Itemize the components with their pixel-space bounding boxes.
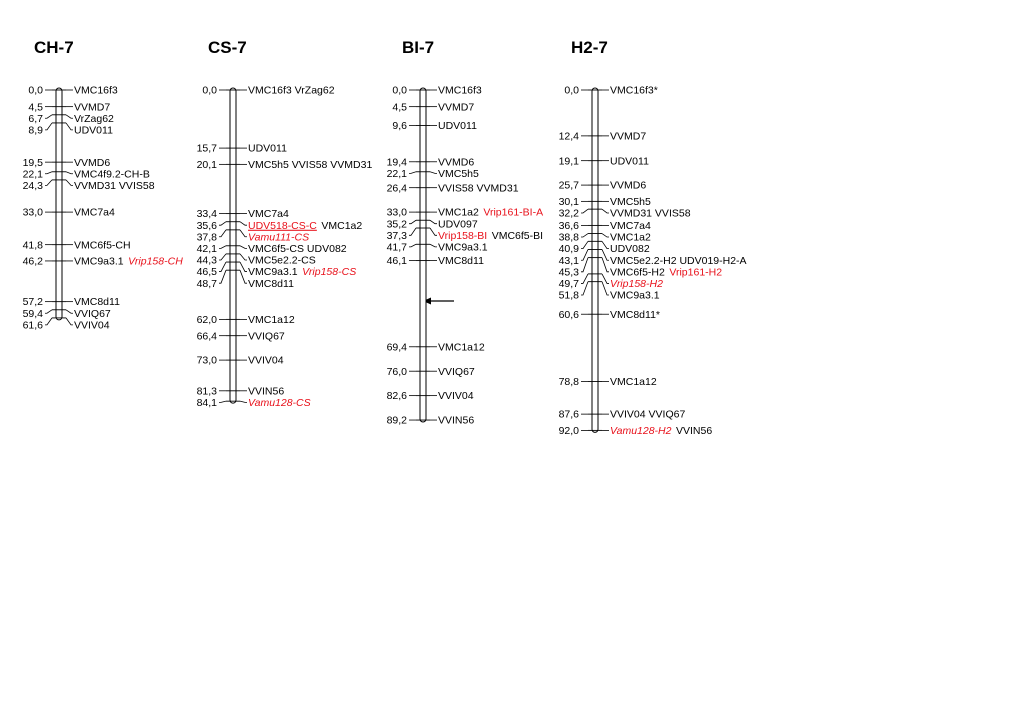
marker-label [610, 266, 722, 278]
marker-name: VMC1a12 [610, 376, 657, 389]
position-connector [219, 270, 226, 283]
marker-position: 9,6 [392, 120, 407, 133]
marker-position: 66,4 [196, 330, 217, 343]
marker-label [74, 85, 118, 97]
marker-name: VVMD31 VVIS58 [610, 207, 691, 220]
marker-label [610, 278, 663, 290]
marker-position: 48,7 [196, 277, 217, 290]
marker-name: VMC16f3 VrZag62 [248, 84, 335, 97]
marker-name: VVMD7 [610, 130, 647, 143]
marker-name: VMC8d11* [610, 308, 660, 321]
marker-position: 35,6 [196, 219, 217, 232]
marker-name: VVIS58 VVMD31 [438, 182, 519, 195]
marker-name: VVIN56 [438, 414, 475, 427]
position-connector [45, 123, 52, 130]
marker-label [438, 156, 474, 168]
marker-position: 12,4 [558, 130, 579, 143]
marker-label [438, 366, 475, 378]
marker-position: 19,5 [22, 156, 43, 169]
marker-position: 40,9 [558, 243, 579, 256]
marker-position: 15,7 [196, 142, 217, 155]
marker-label [610, 255, 747, 267]
marker-name: VMC9a3.1 [438, 241, 488, 254]
marker-position: 51,8 [558, 289, 579, 302]
map-title-cs7: CS-7 [208, 38, 247, 57]
marker-position: 46,5 [196, 266, 217, 279]
marker-name: VMC6f5-BI [491, 229, 544, 242]
marker-name: VMC7a4 [248, 208, 289, 221]
position-connector [409, 228, 416, 235]
marker-position: 33,0 [386, 206, 407, 219]
chromosome-bar [592, 88, 598, 432]
marker-label [610, 409, 685, 421]
marker-label [74, 296, 120, 308]
marker-position: 57,2 [22, 296, 43, 309]
marker-connector [66, 180, 73, 185]
marker-position: 38,8 [558, 231, 579, 244]
position-connector [219, 401, 226, 402]
linkage-group-ch7 [23, 38, 184, 331]
position-connector [45, 172, 52, 174]
position-connector [409, 172, 416, 174]
map-title-ch7: CH-7 [34, 38, 74, 57]
marker-position: 76,0 [386, 365, 407, 378]
marker-name: VMC5e2.2-CS [248, 254, 316, 267]
marker-position: 43,1 [558, 254, 579, 267]
marker-label [438, 182, 519, 194]
marker-connector [66, 115, 73, 118]
marker-label [438, 168, 479, 180]
position-connector [581, 241, 588, 248]
marker-label [438, 255, 484, 267]
map-title-h27: H2-7 [571, 38, 608, 57]
marker-name-highlight: Vrip161-BI-A [483, 206, 544, 219]
marker-position: 33,0 [22, 206, 43, 219]
marker-label [610, 425, 712, 437]
marker-name: VMC7a4 [74, 206, 115, 219]
marker-label [248, 255, 316, 267]
marker-label [248, 314, 295, 326]
marker-position: 78,8 [558, 376, 579, 389]
marker-position: 61,6 [22, 319, 43, 332]
marker-name: VMC5h5 [610, 195, 651, 208]
marker-position: 19,1 [558, 155, 579, 168]
marker-label [74, 319, 110, 331]
marker-label [248, 278, 294, 290]
marker-label [74, 113, 114, 125]
marker-name: VVIN56 [248, 385, 285, 398]
position-connector [581, 249, 588, 260]
marker-name: VMC9a3.1 [74, 255, 124, 268]
marker-name: VVMD6 [610, 179, 647, 192]
marker-position: 36,6 [558, 220, 579, 233]
marker-name: VMC16f3* [610, 84, 658, 97]
marker-position: 44,3 [196, 254, 217, 267]
marker-name: VVIQ67 [248, 330, 285, 343]
marker-label [610, 232, 651, 244]
marker-label [248, 385, 284, 397]
marker-name: VVIV04 [438, 390, 474, 403]
marker-name: VMC9a3.1 [610, 289, 660, 302]
marker-position: 20,1 [196, 158, 217, 171]
marker-name: VVMD31 VVIS58 [74, 179, 155, 192]
marker-position: 49,7 [558, 278, 579, 291]
marker-name-highlight: Vrip158-H2 [610, 278, 663, 291]
position-connector [219, 230, 226, 237]
marker-position: 0,0 [28, 84, 43, 97]
marker-name: VMC6f5-H2 [610, 266, 665, 279]
position-connector [581, 234, 588, 237]
marker-position: 22,1 [22, 168, 43, 181]
marker-connector [240, 222, 247, 225]
marker-label [74, 256, 183, 268]
marker-label [438, 415, 474, 427]
marker-position: 33,4 [196, 208, 217, 221]
marker-label [248, 243, 347, 255]
marker-connector [66, 318, 73, 325]
marker-name: UDV082 [610, 243, 650, 256]
marker-position: 82,6 [386, 390, 407, 403]
marker-position: 60,6 [558, 308, 579, 321]
marker-connector [240, 230, 247, 237]
marker-name: VMC1a12 [248, 314, 295, 326]
marker-name: VrZag62 [74, 112, 114, 125]
marker-label [74, 168, 150, 180]
marker-label [610, 290, 660, 302]
marker-label [248, 85, 335, 97]
marker-position: 37,8 [196, 231, 217, 244]
marker-label [248, 159, 372, 171]
marker-label [74, 207, 115, 219]
marker-position: 41,8 [22, 239, 43, 252]
marker-label [610, 376, 657, 388]
position-connector [219, 254, 226, 260]
marker-label [610, 208, 691, 220]
marker-connector [602, 241, 609, 248]
marker-name: VMC7a4 [610, 220, 651, 233]
marker-label [610, 309, 660, 321]
marker-connector [66, 123, 73, 130]
marker-label [438, 390, 474, 402]
marker-position: 4,5 [28, 101, 43, 114]
position-connector [409, 244, 416, 247]
marker-name: VMC6f5-CH [74, 239, 131, 252]
marker-label [74, 124, 113, 136]
marker-name: VMC1a2 [610, 231, 651, 244]
marker-position: 6,7 [28, 112, 43, 125]
marker-connector [602, 249, 609, 260]
marker-position: 41,7 [386, 241, 407, 254]
marker-position: 62,0 [196, 314, 217, 326]
marker-position: 8,9 [28, 124, 43, 137]
marker-label [610, 243, 650, 255]
marker-name-highlight: Vamu111-CS [248, 231, 310, 244]
position-connector [581, 258, 588, 272]
marker-label [438, 230, 543, 242]
marker-connector [430, 220, 437, 223]
marker-position: 46,1 [386, 255, 407, 268]
marker-label [610, 220, 651, 232]
marker-connector [240, 254, 247, 260]
marker-connector [240, 270, 247, 283]
marker-position: 25,7 [558, 179, 579, 192]
marker-name-highlight: Vrip158-CS [302, 266, 357, 279]
marker-name: VMC16f3 [74, 84, 118, 97]
marker-label [438, 341, 485, 353]
marker-label [248, 330, 285, 342]
marker-label [248, 220, 362, 232]
marker-position: 26,4 [386, 182, 407, 195]
marker-name: VMC5h5 VVIS58 VVMD31 [248, 158, 373, 171]
marker-name: VMC8d11 [74, 296, 120, 309]
marker-position: 81,3 [196, 385, 217, 398]
marker-label [610, 155, 649, 167]
marker-name: UDV011 [74, 124, 113, 137]
marker-position: 19,4 [386, 156, 407, 169]
marker-connector [240, 246, 247, 249]
marker-label [610, 180, 646, 192]
map-title-bi7: BI-7 [402, 38, 435, 57]
marker-label [438, 207, 543, 219]
marker-name-highlight: Vrip158-BI [438, 229, 488, 242]
marker-label [438, 120, 477, 132]
marker-position: 4,5 [392, 101, 407, 114]
marker-name: VMC8d11 [438, 255, 484, 268]
marker-name: VVIQ67 [438, 365, 475, 378]
marker-name: UDV097 [438, 218, 478, 231]
marker-name: VVIN56 [675, 425, 713, 437]
position-connector [581, 274, 588, 284]
marker-connector [240, 401, 247, 402]
marker-label [74, 308, 111, 320]
marker-label [248, 143, 287, 155]
marker-name: UDV011 [610, 155, 649, 168]
marker-name-highlight: UDV518-CS-C [248, 219, 317, 232]
marker-position: 92,0 [558, 425, 579, 437]
marker-position: 0,0 [392, 84, 407, 97]
marker-label [438, 218, 478, 230]
marker-name: VVMD7 [74, 101, 111, 114]
marker-position: 59,4 [22, 307, 43, 320]
marker-name-highlight: Vrip161-H2 [669, 266, 723, 279]
marker-name: VMC1a12 [438, 341, 485, 354]
marker-name: VMC8d11 [248, 277, 294, 290]
marker-name: VVIQ67 [74, 307, 111, 320]
marker-connector [602, 234, 609, 237]
marker-position: 46,2 [22, 255, 43, 268]
marker-name: VMC5e2.2-H2 UDV019-H2-A [610, 254, 747, 267]
marker-position: 24,3 [22, 179, 43, 192]
position-connector [45, 318, 52, 325]
position-connector [219, 222, 226, 225]
position-connector [45, 310, 52, 313]
marker-label [248, 397, 311, 409]
marker-connector [430, 244, 437, 247]
marker-name: VVMD6 [74, 156, 111, 169]
marker-connector [602, 258, 609, 272]
marker-label [248, 355, 284, 367]
marker-connector [66, 172, 73, 174]
marker-label [438, 242, 488, 254]
marker-connector [240, 262, 247, 272]
marker-position: 42,1 [196, 242, 217, 255]
marker-position: 32,2 [558, 207, 579, 220]
marker-connector [66, 310, 73, 313]
marker-connector [430, 228, 437, 235]
marker-name: VMC9a3.1 [248, 266, 298, 279]
position-connector [219, 246, 226, 249]
marker-name: VVMD7 [438, 101, 475, 114]
marker-label [438, 101, 474, 113]
marker-position: 0,0 [202, 84, 217, 97]
marker-name: VVIV04 [74, 319, 110, 332]
marker-position: 69,4 [386, 341, 407, 354]
marker-position: 87,6 [558, 408, 579, 421]
marker-name: VMC6f5-CS UDV082 [248, 242, 347, 255]
marker-name: VMC16f3 [438, 84, 482, 97]
marker-label [610, 85, 658, 97]
position-connector [581, 209, 588, 213]
marker-name-highlight: Vrip158-CH [128, 255, 183, 268]
marker-label [248, 266, 356, 278]
position-connector [45, 115, 52, 118]
marker-name: UDV011 [248, 142, 287, 155]
linkage-group-bi7 [387, 38, 544, 427]
marker-position: 35,2 [386, 218, 407, 231]
marker-label [74, 101, 110, 113]
marker-label [438, 85, 482, 97]
marker-name: VVIV04 VVIQ67 [610, 408, 686, 421]
marker-label [74, 157, 110, 169]
position-connector [219, 262, 226, 272]
marker-position: 84,1 [196, 397, 217, 410]
marker-label [74, 239, 131, 251]
marker-label [610, 196, 651, 208]
marker-position: 30,1 [558, 195, 579, 208]
marker-name-highlight: Vamu128-H2 [610, 425, 672, 437]
marker-name: VMC4f9.2-CH-B [74, 168, 150, 181]
chromosome-bar [420, 88, 426, 422]
marker-position: 45,3 [558, 266, 579, 279]
marker-label [248, 231, 309, 243]
marker-name: VVIV04 [248, 354, 284, 367]
arrow-left-icon [423, 298, 454, 305]
linkage-group-h27 [559, 38, 747, 437]
marker-label [74, 180, 155, 192]
marker-connector [602, 209, 609, 213]
marker-position: 89,2 [386, 414, 407, 427]
marker-label [248, 208, 289, 220]
marker-position: 0,0 [564, 84, 579, 97]
marker-name: VMC5h5 [438, 167, 479, 180]
marker-position: 37,3 [386, 229, 407, 242]
position-connector [409, 220, 416, 223]
marker-name: UDV011 [438, 120, 477, 133]
marker-connector [602, 274, 609, 284]
marker-name: VMC1a2 [438, 206, 479, 219]
marker-position: 22,1 [386, 167, 407, 180]
marker-name: VVMD6 [438, 156, 475, 169]
marker-name-highlight: Vamu128-CS [248, 397, 311, 410]
marker-label [610, 130, 646, 142]
marker-position: 73,0 [196, 354, 217, 367]
linkage-group-cs7 [197, 38, 373, 409]
position-connector [45, 180, 52, 185]
marker-name: VMC1a2 [321, 219, 363, 232]
marker-connector [430, 172, 437, 174]
